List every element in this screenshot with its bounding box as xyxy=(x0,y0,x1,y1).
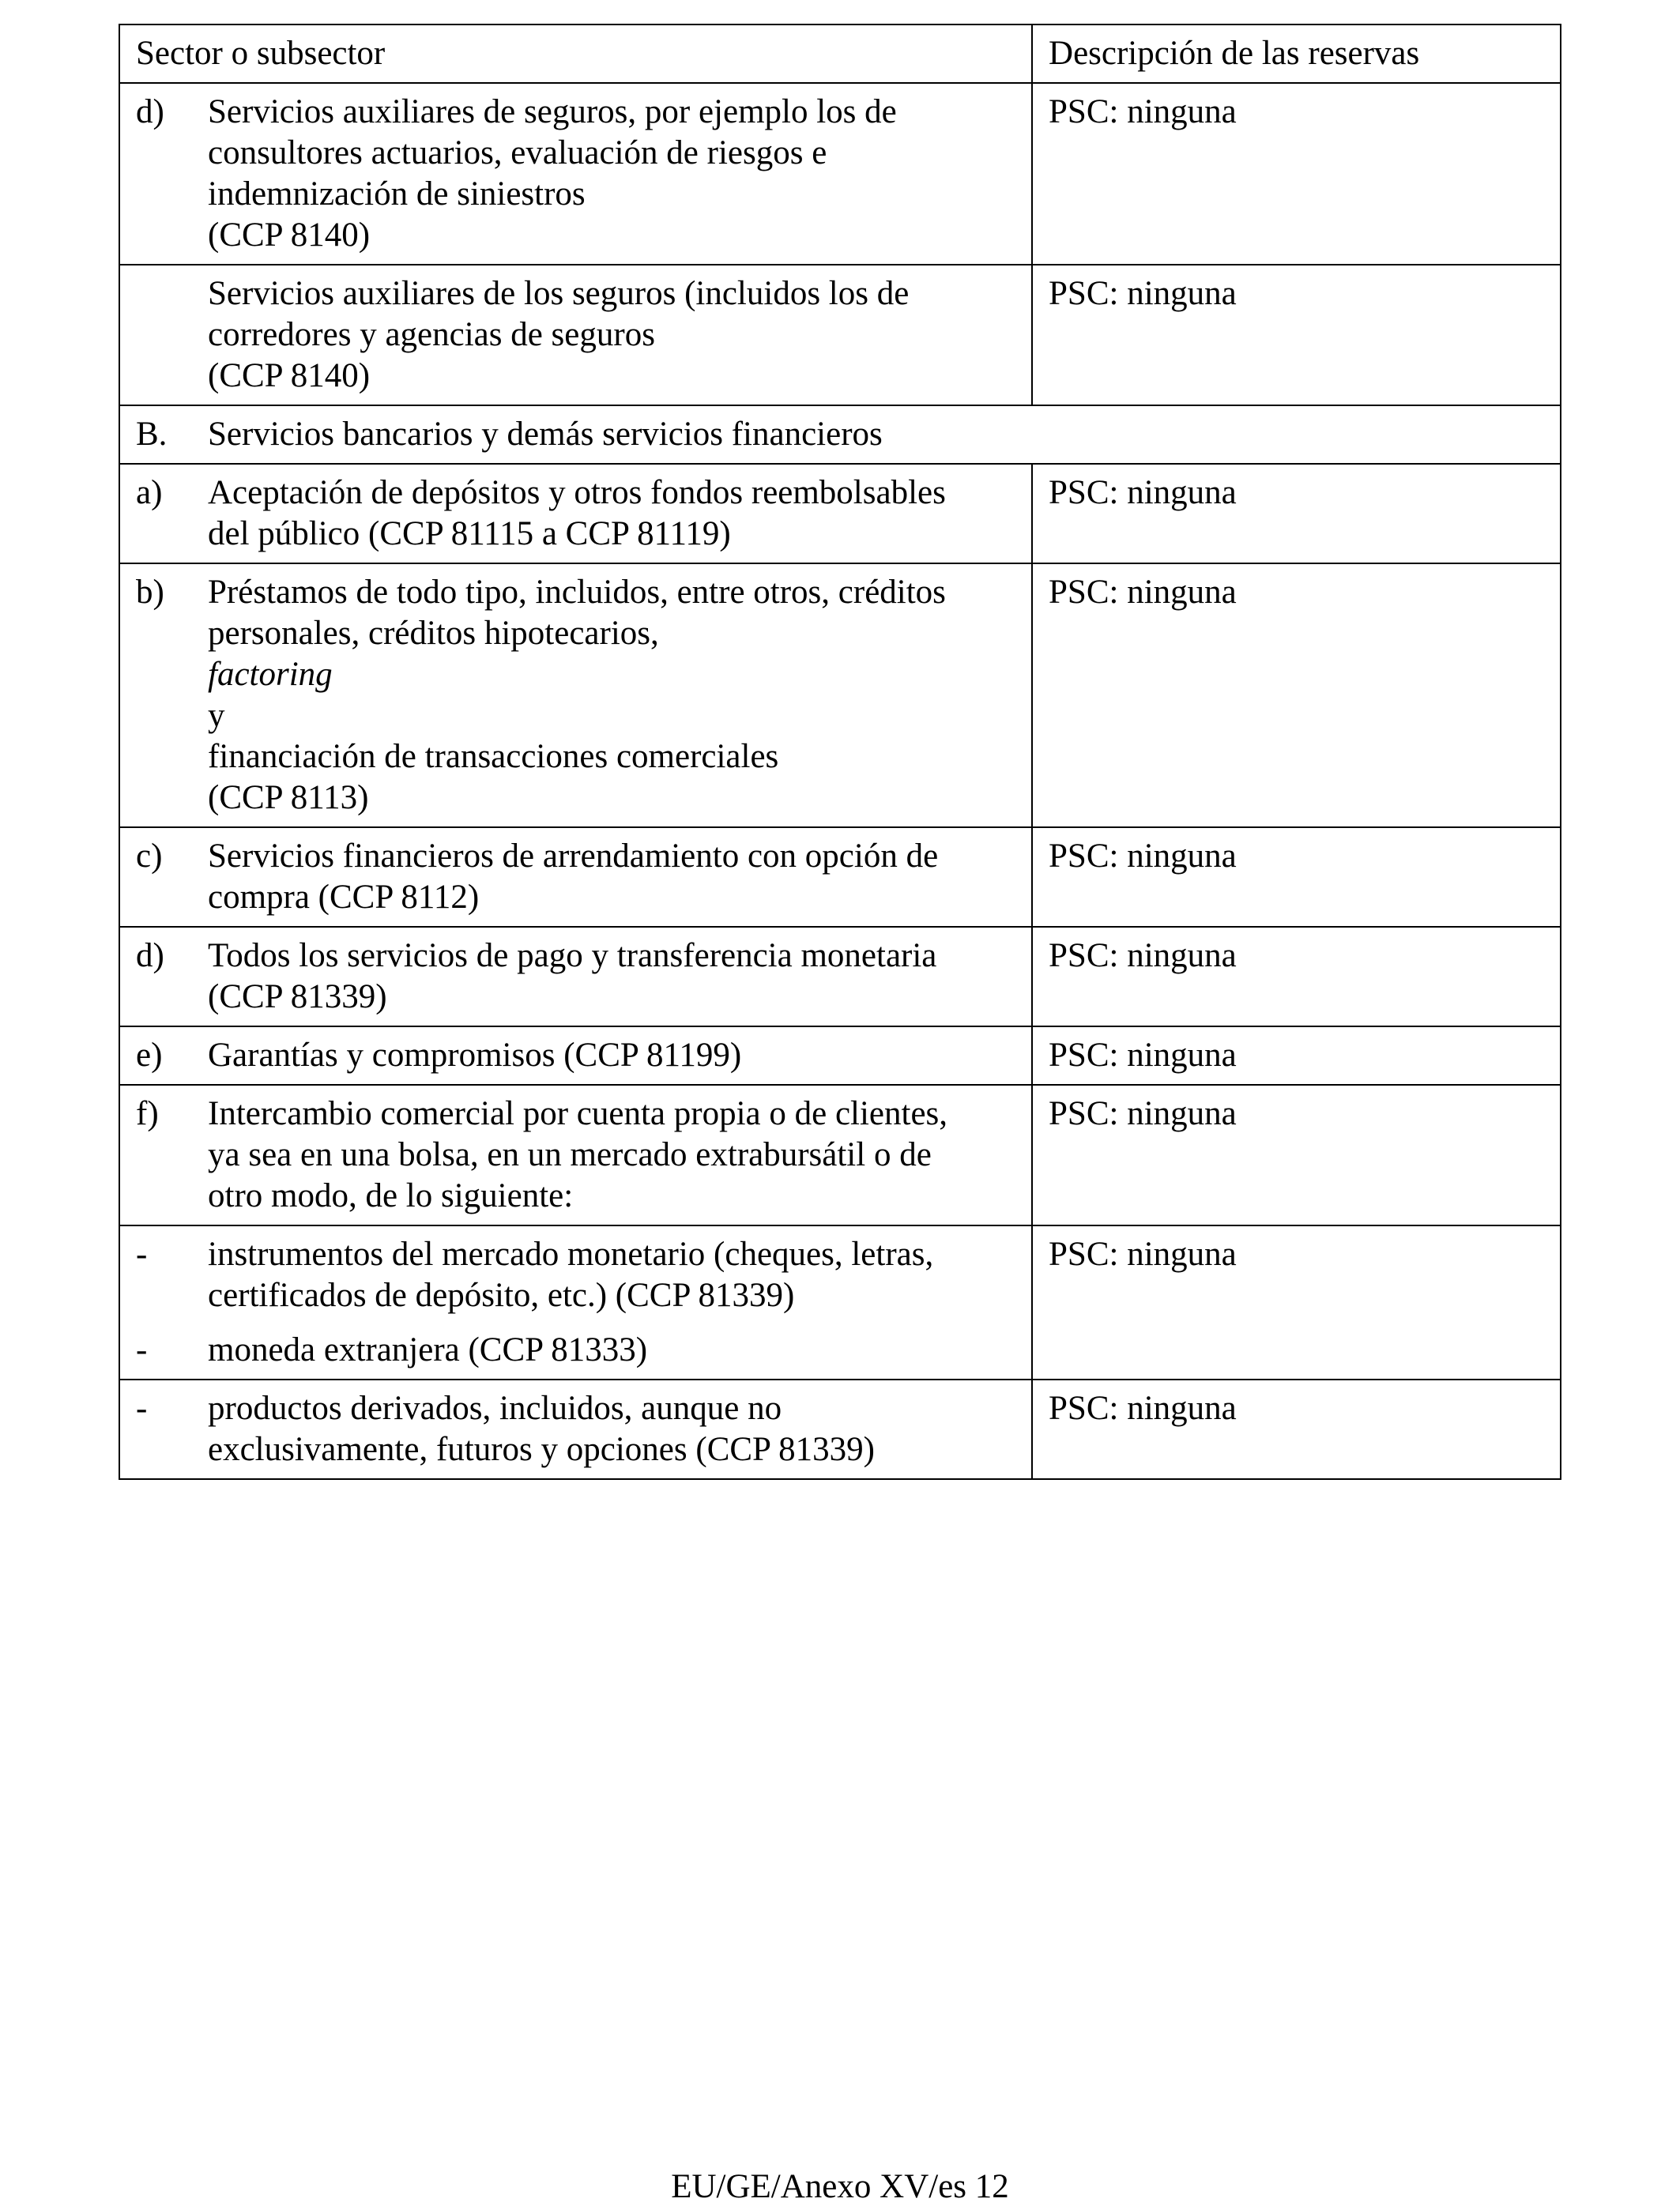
text-line: corredores y agencias de seguros xyxy=(208,316,655,353)
spacer xyxy=(136,1275,208,1316)
table-row xyxy=(119,927,1561,1026)
row-label xyxy=(119,265,208,405)
text-line: exclusivamente, futuros y opciones (CCP 81339) xyxy=(208,1431,875,1468)
row-label: e) xyxy=(119,1026,208,1085)
text-fragment: personales, créditos hipotecarios, xyxy=(208,615,659,652)
row-reserve: PSC: ninguna xyxy=(1032,927,1561,1026)
text-line: Servicios auxiliares de los seguros (incluidos los de xyxy=(208,275,910,312)
table-row xyxy=(119,464,1561,563)
row-sector-text xyxy=(208,563,1032,827)
text-line: (CCP 8113) xyxy=(208,779,369,816)
table-row xyxy=(119,83,1561,265)
row-sector-text xyxy=(208,1026,1032,1085)
text-line: Aceptación de depósitos y otros fondos reembolsables xyxy=(208,474,946,511)
item-bullet: - xyxy=(136,1236,148,1273)
row-reserve: PSC: ninguna xyxy=(1032,83,1561,265)
text-line: consultores actuarios, evaluación de riesgos e xyxy=(208,134,827,171)
row-label: d) xyxy=(119,83,208,265)
text-line xyxy=(208,613,1020,736)
row-sector-text xyxy=(208,83,1032,265)
section-label: B. xyxy=(119,405,208,464)
row-reserve: PSC: ninguna xyxy=(1032,1225,1561,1380)
text-line: financiación de transacciones comerciales xyxy=(208,738,779,775)
row-reserve: PSC: ninguna xyxy=(1032,464,1561,563)
text-line: indemnización de siniestros xyxy=(208,175,586,213)
row-label: - xyxy=(119,1380,208,1479)
row-label xyxy=(119,1225,208,1380)
row-label: d) xyxy=(119,927,208,1026)
text-line: (CCP 81339) xyxy=(208,978,387,1015)
row-label: a) xyxy=(119,464,208,563)
page-footer: EU/GE/Anexo XV/es 12 xyxy=(671,2168,1009,2205)
row-sector-text xyxy=(208,1380,1032,1479)
text-line: certificados de depósito, etc.) (CCP 81339) xyxy=(208,1277,795,1314)
table-row xyxy=(119,563,1561,827)
row-reserve: PSC: ninguna xyxy=(1032,563,1561,827)
text-line: Todos los servicios de pago y transferencia monetaria xyxy=(208,937,937,974)
text-line: (CCP 8140) xyxy=(208,216,371,254)
row-sector-text xyxy=(208,265,1032,405)
text-line: Servicios auxiliares de seguros, por ejemplo los de xyxy=(208,93,897,130)
table-row xyxy=(119,1225,1561,1380)
table-row xyxy=(119,1085,1561,1225)
row-sector-text xyxy=(208,927,1032,1026)
text-fragment: y xyxy=(208,697,225,734)
section-row xyxy=(119,405,1561,464)
row-reserve: PSC: ninguna xyxy=(1032,827,1561,927)
row-reserve: PSC: ninguna xyxy=(1032,1085,1561,1225)
text-line: del público (CCP 81115 a CCP 81119) xyxy=(208,515,731,552)
row-sector-text xyxy=(208,827,1032,927)
row-sector-text xyxy=(208,1085,1032,1225)
reservations-table xyxy=(119,24,1561,1480)
row-reserve: PSC: ninguna xyxy=(1032,265,1561,405)
text-line: Intercambio comercial por cuenta propia o de clientes, xyxy=(208,1095,948,1132)
item-bullet: - xyxy=(136,1331,148,1368)
row-label: f) xyxy=(119,1085,208,1225)
row-label: c) xyxy=(119,827,208,927)
row-reserve: PSC: ninguna xyxy=(1032,1026,1561,1085)
table-header-row xyxy=(119,24,1561,83)
table-row xyxy=(119,1380,1561,1479)
row-label: b) xyxy=(119,563,208,827)
header-description: Descripción de las reservas xyxy=(1032,24,1561,83)
text-line: compra (CCP 8112) xyxy=(208,879,480,916)
spacer xyxy=(136,1316,208,1330)
text-line: Servicios financieros de arrendamiento con opción de xyxy=(208,838,939,875)
text-line: (CCP 8140) xyxy=(208,357,371,394)
section-title: Servicios bancarios y demás servicios financieros xyxy=(208,405,1561,464)
row-reserve: PSC: ninguna xyxy=(1032,1380,1561,1479)
table-row xyxy=(119,827,1561,927)
header-sector: Sector o subsector xyxy=(119,24,1032,83)
table-row xyxy=(119,265,1561,405)
text-line: moneda extranjera (CCP 81333) xyxy=(208,1331,648,1368)
spacer xyxy=(208,1316,1020,1330)
row-sector-text xyxy=(208,464,1032,563)
italic-term: factoring xyxy=(208,656,333,693)
text-line: ya sea en una bolsa, en un mercado extrabursátil o de xyxy=(208,1136,932,1173)
table-row xyxy=(119,1026,1561,1085)
row-sector-text xyxy=(208,1225,1032,1380)
text-line: instrumentos del mercado monetario (cheques, letras, xyxy=(208,1236,934,1273)
text-line: Garantías y compromisos (CCP 81199) xyxy=(208,1037,742,1074)
text-line: otro modo, de lo siguiente: xyxy=(208,1177,574,1214)
text-line: Préstamos de todo tipo, incluidos, entre otros, créditos xyxy=(208,574,946,611)
text-line: productos derivados, incluidos, aunque no xyxy=(208,1390,782,1427)
